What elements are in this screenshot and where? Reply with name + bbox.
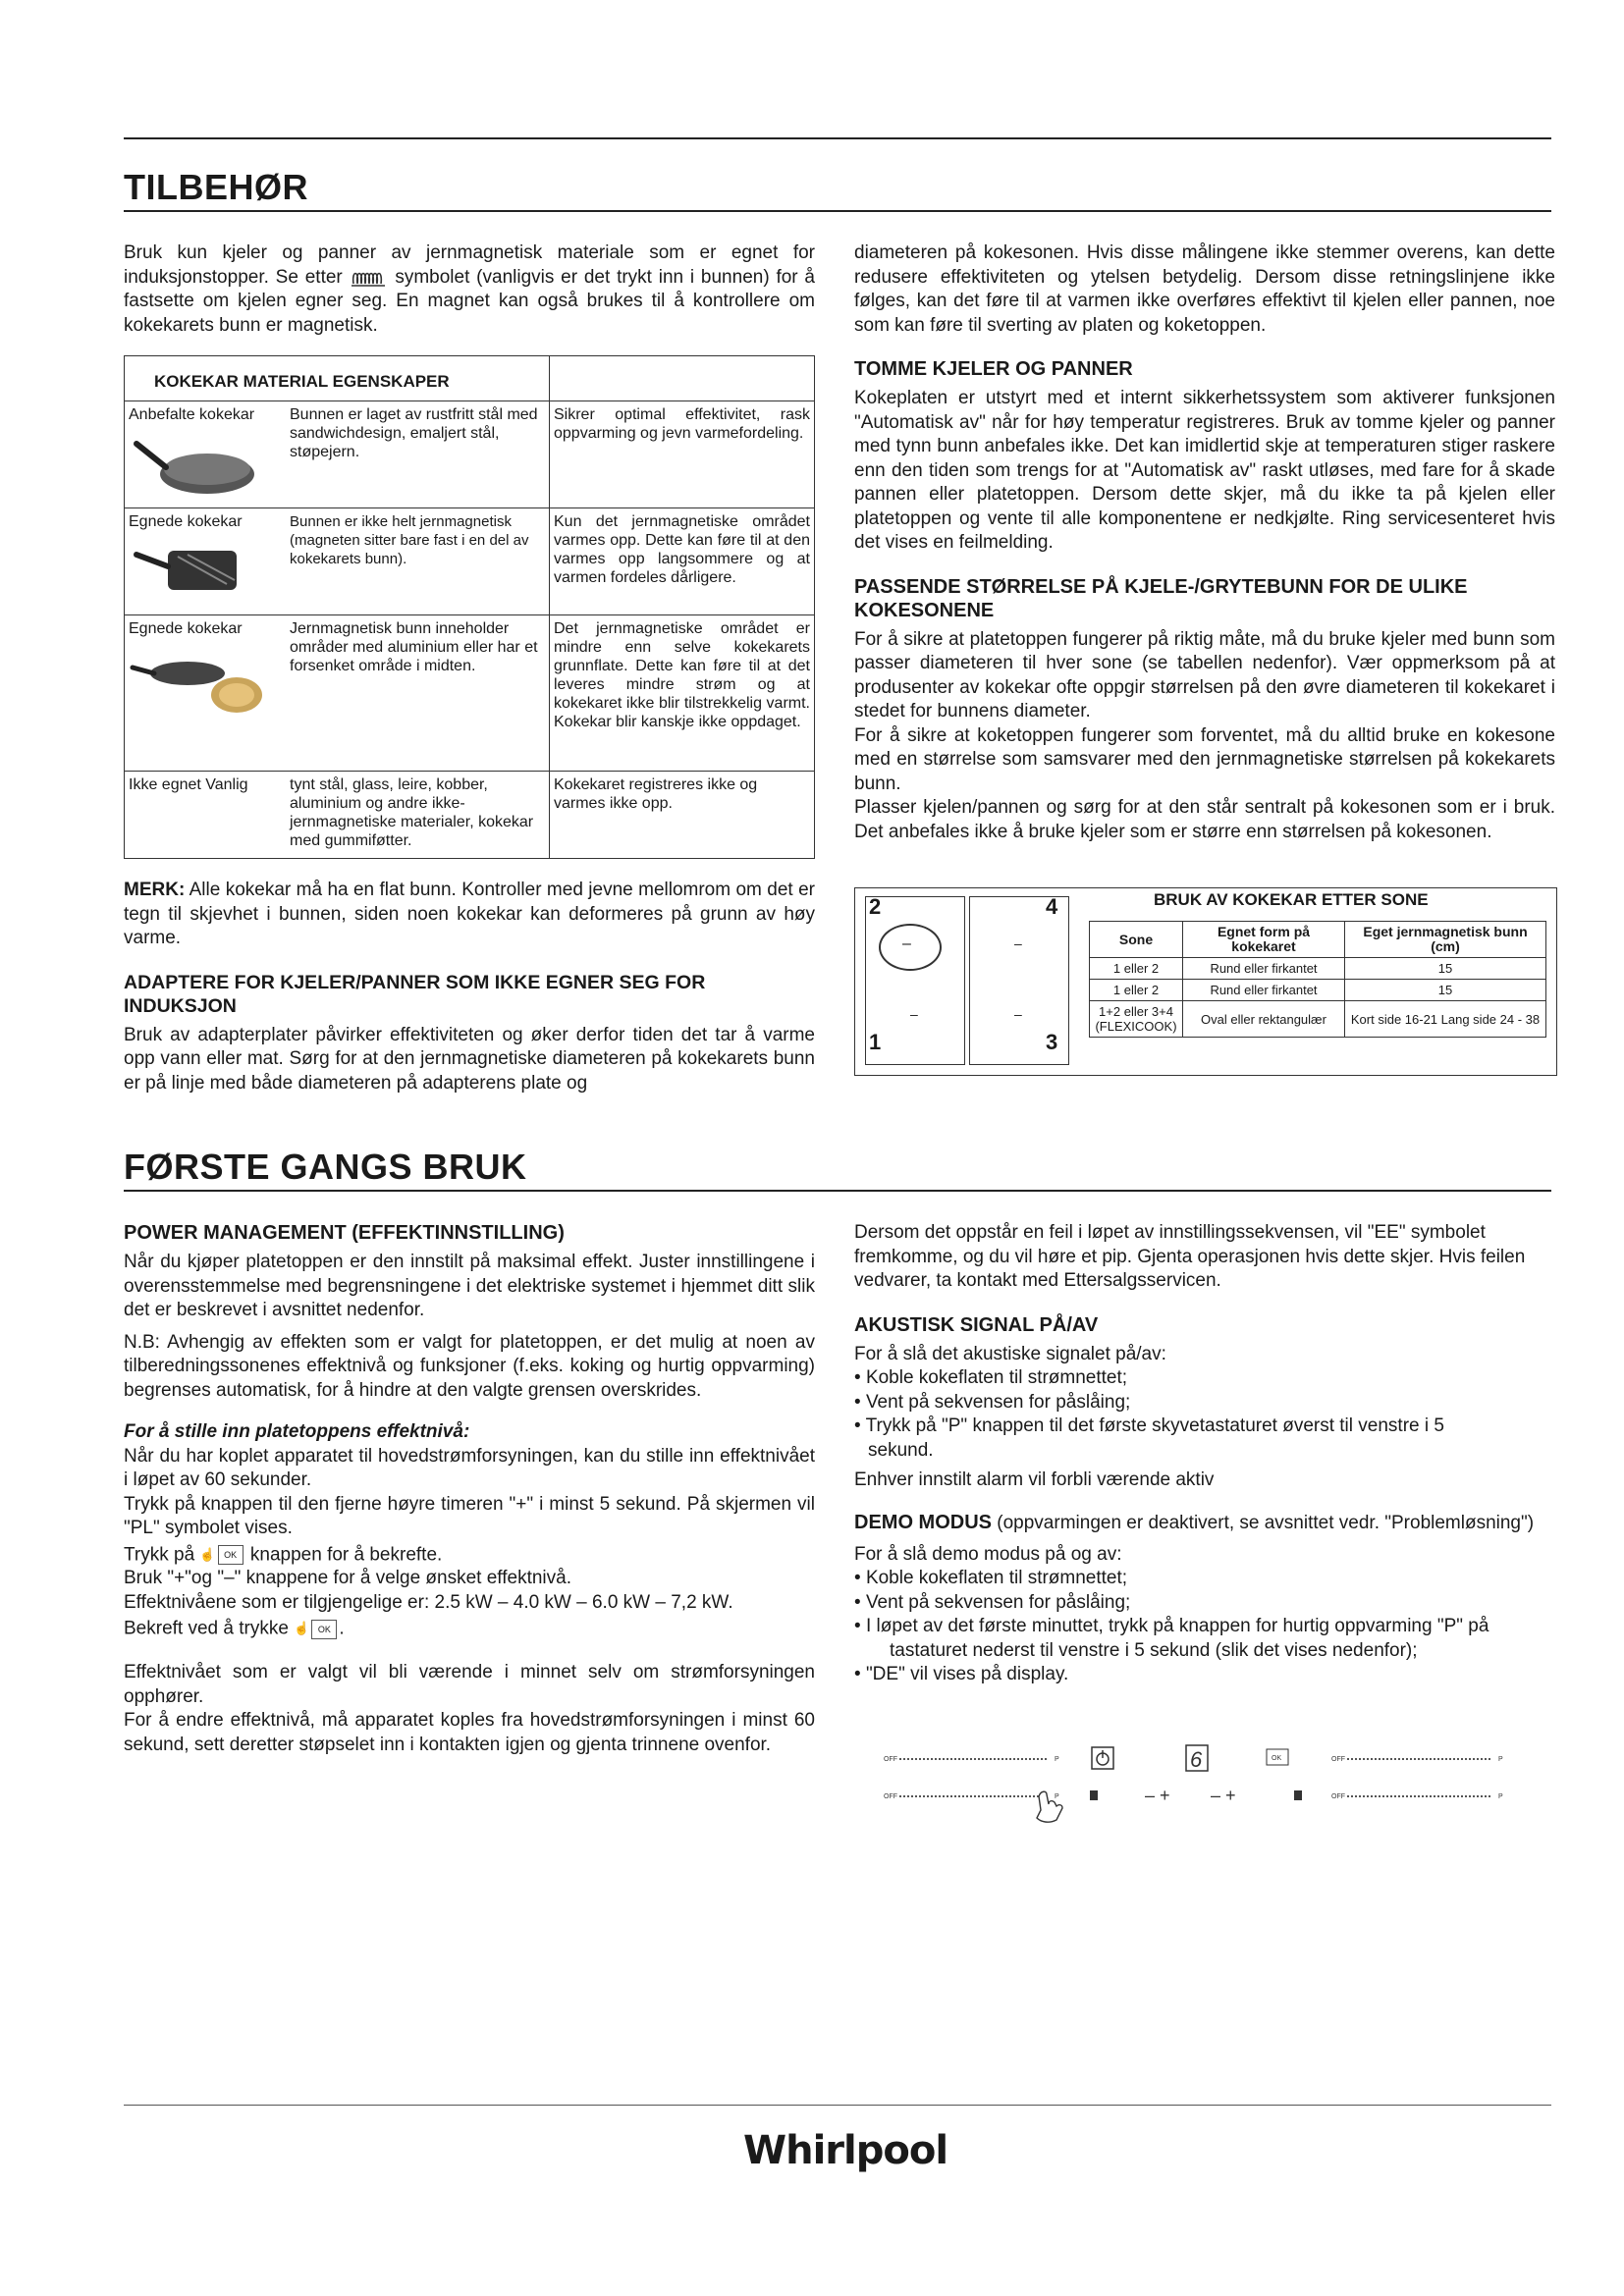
row-label: Anbefalte kokekar <box>129 406 255 423</box>
list-item: • Koble kokeflaten til strømnettet; <box>854 1567 1555 1591</box>
list-item: • Vent på sekvensen for påslåing; <box>854 1391 1555 1415</box>
timer-digit: 6 <box>1190 1747 1203 1772</box>
title-underline <box>124 210 1551 212</box>
table-row: 1 eller 2 Rund eller firkantet 15 <box>1090 980 1546 1001</box>
pm-paragraph-2: N.B: Avhengig av effekten som er valgt for platetoppen, er det mulig at noen av tilberedningssonenes effektnivå og funksjoner (f.eks. koking og hurtig oppvarming) begrenses automatisk, for å hindre at den valgte grensen overskrides. <box>124 1331 815 1401</box>
row-material: Jernmagnetisk bunn inneholder områder med aluminium eller har et forsenket område i midten. <box>286 615 550 772</box>
row-property: Det jernmagnetiske området er mindre enn selve kokekarets grunnflate. Dette kan føre til at det leveres mindre strøm og at kokekaret ikke blir tilstrekkelig varmt. Kokekar blir kanskje ikke oppdaget. <box>550 615 815 772</box>
zone-label-4: 4 <box>1046 894 1058 919</box>
hand-press-icon: ☝ <box>199 1546 216 1562</box>
table-row <box>125 508 815 615</box>
row-label: Ikke egnet Vanlig <box>125 772 287 859</box>
acoustic-heading: AKUSTISK SIGNAL PÅ/AV <box>854 1313 1099 1336</box>
header-cell: Eget jernmagnetisk bunn (cm) <box>1345 922 1546 958</box>
table-row <box>125 615 815 772</box>
zone-label-3: 3 <box>1046 1030 1058 1054</box>
row-property: Kun det jernmagnetiske området varmes opp. Dette kan føre til at den varmes opp langsommere og at varmen fordeles dårligere. <box>550 508 815 615</box>
pan-with-base-icon <box>129 644 266 722</box>
row-property: Sikrer optimal effektivitet, rask oppvarming og jevn varmefordeling. <box>550 401 815 508</box>
pm-paragraph-3: Når du har koplet apparatet til hovedstrømforsyningen, kan du stille inn effektnivået i løpet av 60 sekunder. <box>124 1445 815 1490</box>
zone-table-title: BRUK AV KOKEKAR ETTER SONE <box>1154 890 1429 909</box>
ok-label: OK <box>1272 1755 1282 1762</box>
top-rule <box>124 137 1551 139</box>
acoustic-note: Enhver innstilt alarm vil forbli værende aktiv <box>854 1469 1215 1490</box>
off-label: OFF <box>1331 1756 1345 1763</box>
off-label: OFF <box>1331 1793 1345 1800</box>
table-row <box>125 772 815 859</box>
zone-label-2: 2 <box>869 894 882 919</box>
pm-paragraph-10: For å endre effektnivå, må apparatet koples fra hovedstrømforsyningen i minst 60 sekund, sett deretter støpselet inn i kontakten igjen og gjenta trinnene ovenfor. <box>124 1710 815 1755</box>
row-material: Bunnen er laget av rustfritt stål med sandwichdesign, emaljert stål, støpejern. <box>286 401 550 508</box>
pm-paragraph-1: Når du kjøper platetoppen er den innstilt på maksimal effekt. Juster innstillingene i overensstemmelse med begrensningene i det elektriske systemet i hjemmet ditt slik det er beskrevet i avsnittet nedenfor. <box>124 1252 815 1320</box>
zone-marker: – <box>910 1006 918 1022</box>
zone-marker: – <box>1014 1006 1022 1022</box>
table-header-empty <box>550 356 815 401</box>
list-item: • I løpet av det første minuttet, trykk på knappen for hurtig oppvarming "P" på tastaturet nederst til venstre i 5 sekund (slik det vises nedenfor); <box>854 1615 1555 1663</box>
demo-heading: DEMO MODUS (oppvarmingen er deaktivert, se avsnittet vedr. "Problemløsning") <box>854 1511 1535 1533</box>
section-title-tilbehor: TILBEHØR <box>124 167 308 207</box>
intro-paragraph: Bruk kun kjeler og panner av jernmagnetisk materiale som er egnet for induksjonstopper. Se etter symbolet (vanligvis er det trykt inn i bunnen) for å fastsette om kjelen egner seg. En magnet kan også brukes til å kontrollere om kokekarets bunn er magnetisk. <box>124 242 815 336</box>
induction-coil-icon <box>350 266 389 288</box>
zone-marker: – <box>1014 935 1022 951</box>
empty-pans-heading: TOMME KJELER OG PANNER <box>854 358 1133 380</box>
pm-paragraph-9: Effektnivået som er valgt vil bli værende i minnet selv om strømforsyningen opphører. <box>124 1662 815 1707</box>
adapter-heading: ADAPTERE FOR KJELER/PANNER SOM IKKE EGNER SEG FOR INDUKSJON <box>124 971 706 1017</box>
p-label: P <box>1498 1756 1503 1763</box>
empty-pans-text: Kokeplaten er utstyrt med et internt sikkerhetssystem som aktiverer funksjonen "Automatisk av" når for høy temperatur registreres. Bruk av tomme kjeler og panner med tynn bunn anbefales ikke. Det kan imidlertid skje at temperaturen stiger raskere enn den tiden som trengs for at "Automatisk av" raskt utløses, med fare for å skade pannen eller platetoppen. Dersom dette skjer, må du ikke ta på kjelen eller platetoppen og vente til alle komponentene er nedkjølte. Ring servicesenteret hvis det vises en feilmelding. <box>854 388 1555 553</box>
zone-size-diagram <box>854 887 1557 1076</box>
list-item: • Vent på sekvensen for påslåing; <box>854 1591 1555 1616</box>
hand-press-icon: ☝ <box>294 1621 310 1636</box>
row-label: Egnede kokekar <box>129 620 243 637</box>
minus-plus-icon: – + <box>1211 1786 1236 1805</box>
zone-label-1: 1 <box>869 1030 882 1054</box>
header-cell: Egnet form på kokekaret <box>1183 922 1345 958</box>
pm-paragraph-8: Bekreft ved å trykke ☝ OK . <box>124 1617 815 1641</box>
tilbehor-left-column <box>124 241 815 1103</box>
control-panel-diagram <box>862 1737 1549 1826</box>
forste-right-column <box>854 1221 1555 1693</box>
row-material: tynt stål, glass, leire, kobber, aluminium og andre ikke-jernmagnetiske materialer, kokekar med gummiføtter. <box>286 772 550 859</box>
off-label: OFF <box>884 1793 897 1800</box>
pm-paragraph-6: Bruk "+"og "–" knappene for å velge ønsket effektnivå. <box>124 1568 571 1589</box>
zone-marker: – <box>902 935 911 952</box>
pan-size-p1: For å sikre at platetoppen fungerer på riktig måte, må du bruke kjeler med bunn som passer diameteren til hver sone (se tabellen nedenfor). Vær oppmerksom på at produsenter av kokekar ofte oppgir størrelsen på den øvre diameteren til kokekaret i stedet for bunnens diameter. <box>854 628 1555 721</box>
p-label: P <box>1055 1793 1059 1800</box>
whirlpool-logo: Whirlpool <box>743 2128 948 2173</box>
ok-button-icon: OK <box>218 1545 244 1565</box>
minus-plus-icon: – + <box>1145 1786 1170 1805</box>
title-underline <box>124 1190 1551 1192</box>
ee-paragraph: Dersom det oppstår en feil i løpet av innstillingssekvensen, vil "EE" symbolet fremkomme, og du vil høre et pip. Gjenta operasjonen hvis dette skjer. Hvis feilen vedvarer, ta kontakt med Ettersalgsservicen. <box>854 1222 1526 1291</box>
p-label: P <box>1498 1793 1503 1800</box>
demo-intro: For å slå demo modus på og av: <box>854 1543 1122 1565</box>
pm-paragraph-7: Effektnivåene som er tilgjengelige er: 2.5 kW – 4.0 kW – 6.0 kW – 7,2 kW. <box>124 1591 733 1613</box>
table-row: 1 eller 2 Rund eller firkantet 15 <box>1090 958 1546 980</box>
section-title-forste: FØRSTE GANGS BRUK <box>124 1147 527 1187</box>
acoustic-intro: For å slå det akustiske signalet på/av: <box>854 1343 1166 1364</box>
table-header: KOKEKAR MATERIAL EGENSKAPER <box>125 356 550 401</box>
off-label: OFF <box>884 1756 897 1763</box>
acoustic-steps <box>854 1366 1555 1463</box>
lock-icon <box>1090 1790 1098 1800</box>
power-management-heading: POWER MANAGEMENT (EFFEKTINNSTILLING) <box>124 1222 565 1244</box>
cookware-material-table <box>124 355 815 859</box>
pm-subheading: For å stille inn platetoppens effektnivå: <box>124 1421 470 1442</box>
adapter-text: Bruk av adapterplater påvirker effektiviteten og øker derfor tiden det tar å varme opp vann eller mat. Sørg for at den jernmagnetiske diameteren på kokekarets bunn er på linje med både diameteren på adapterens plate og <box>124 1024 815 1094</box>
ok-button-icon: OK <box>311 1620 337 1639</box>
zone-size-table <box>1089 921 1546 1038</box>
p-label: P <box>1055 1756 1059 1763</box>
pan-size-p2: For å sikre at koketoppen fungerer som forventet, må du alltid bruke en kokesone med en størrelse som samsvarer med den jernmagnetiske størrelsen på kokekarets bunn. <box>854 724 1555 794</box>
pan-size-heading: PASSENDE STØRRELSE PÅ KJELE-/GRYTEBUNN FOR DE ULIKE KOKESONENE <box>854 575 1468 621</box>
bottom-rule <box>124 2105 1551 2106</box>
control-panel-graphic <box>862 1737 1549 1826</box>
row-material: Bunnen er ikke helt jernmagnetisk (magneten sitter bare fast i en del av kokekarets bunn). <box>286 508 550 615</box>
merk-note: MERK: Alle kokekar må ha en flat bunn. Kontroller med jevne mellomrom om det er tegn til skjevhet i bunnen, siden noen kokekar kan deformeres på grunn av høy varme. <box>124 880 815 948</box>
adapter-continued: diameteren på kokesonen. Hvis disse målingene ikke stemmer overens, kan dette redusere effektiviteten og ytelsen betydelig. Dersom disse retningslinjene ikke følges, kan det føre til at varmen ikke overføres effektivt til kjelen eller pannen, noe som kan føre til sverting av platen og koketoppen. <box>854 242 1555 336</box>
table-row <box>1090 922 1546 958</box>
header-cell: Sone <box>1090 922 1183 958</box>
grill-pan-icon <box>129 537 266 606</box>
row-label: Egnede kokekar <box>129 513 243 530</box>
pan-size-p3: Plasser kjelen/pannen og sørg for at den står sentralt på kokesonen som er i bruk. Det anbefales ikke å bruke kjeler som er større enn størrelsen på kokesonen. <box>854 797 1555 842</box>
table-row <box>125 401 815 508</box>
forste-left-column <box>124 1221 815 1765</box>
pm-paragraph-4: Trykk på knappen til den fjerne høyre timeren "+" i minst 5 sekund. På skjermen vil "PL" symbolet vises. <box>124 1493 815 1538</box>
list-item: • "DE" vil vises på display. <box>854 1663 1555 1687</box>
row-property: Kokekaret registreres ikke og varmes ikke opp. <box>550 772 815 859</box>
list-item: • Trykk på "P" knappen til det første skyvetastaturet øverst til venstre i 5 sekund. <box>854 1415 1555 1463</box>
demo-steps <box>854 1567 1555 1687</box>
pm-paragraph-5: Trykk på ☝ OK knappen for å bekrefte. <box>124 1543 815 1568</box>
table-row: 1+2 eller 3+4 (FLEXICOOK) Oval eller rektangulær Kort side 16-21 Lang side 24 - 38 <box>1090 1001 1546 1038</box>
list-item: • Koble kokeflaten til strømnettet; <box>854 1366 1555 1391</box>
tilbehor-right-column <box>854 241 1555 852</box>
frying-pan-icon <box>129 430 266 499</box>
zone-select-icon <box>1294 1790 1302 1800</box>
